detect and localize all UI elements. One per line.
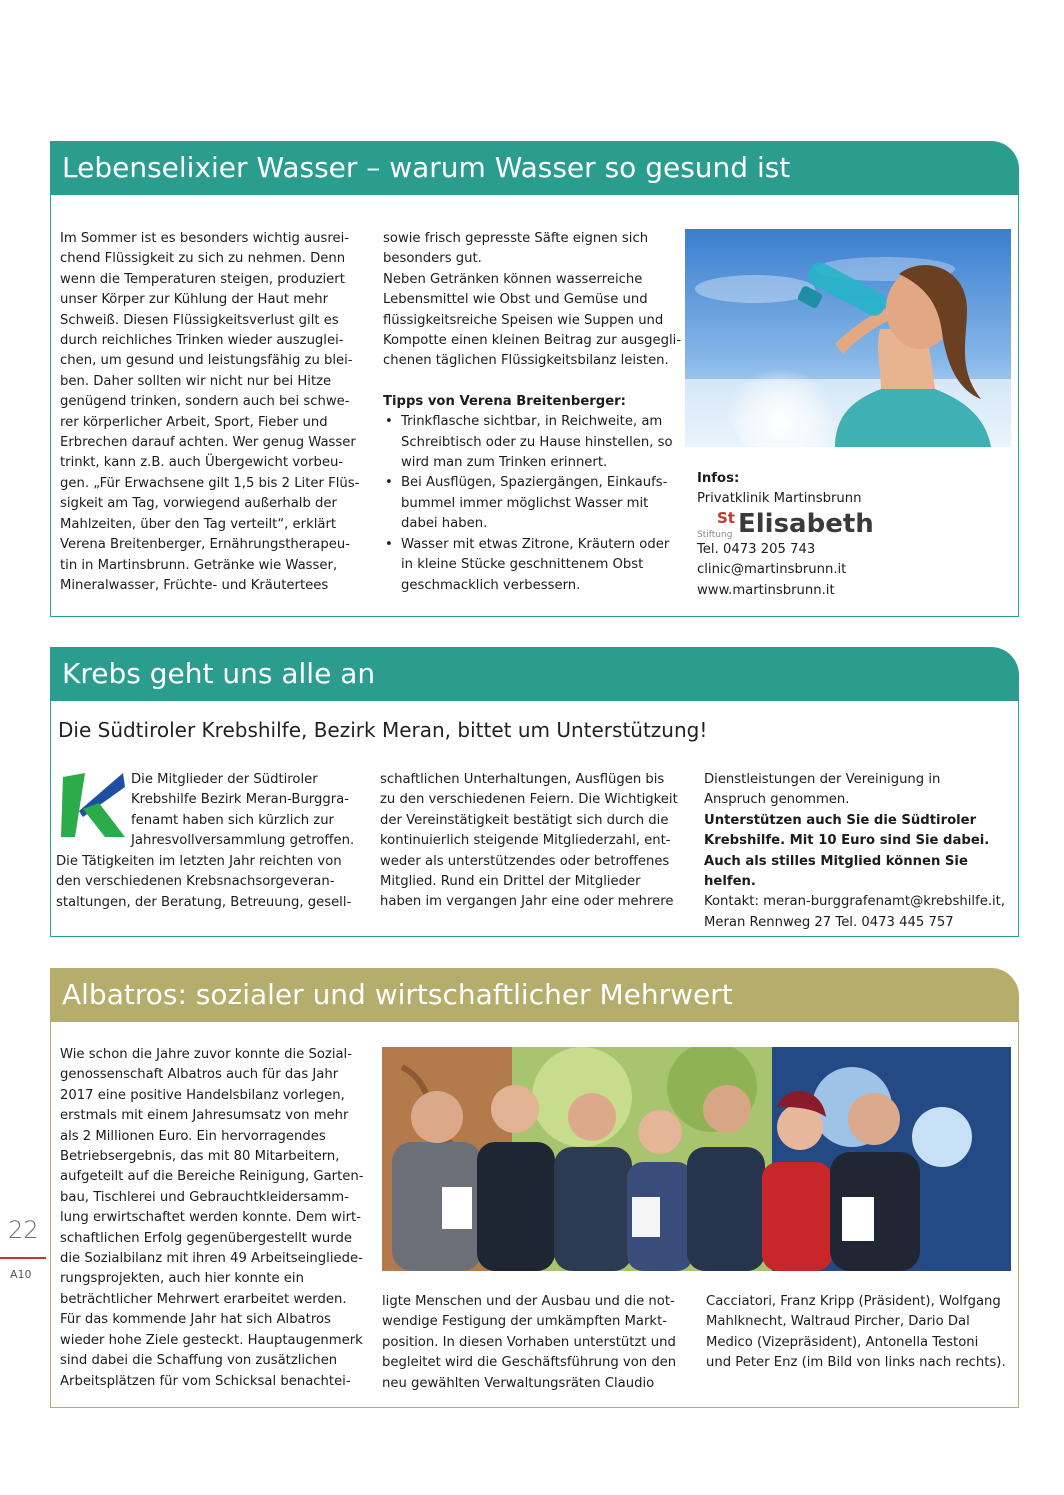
text-line: der Vereinstätigkeit bestätigt sich durch die xyxy=(380,812,669,828)
text-line: trinkt, kann z.B. auch Übergewicht vorbeu- xyxy=(60,455,344,471)
text-line: als 2 Millionen Euro. Ein hervorragendes xyxy=(60,1128,326,1144)
text-line: in kleine Stücke geschnittenem Obst xyxy=(401,557,644,573)
text-line: genossenschaft Albatros auch für das Jahr xyxy=(60,1067,339,1083)
clinic-email[interactable]: clinic@martinsbrunn.it xyxy=(697,562,847,578)
text-line: Krebshilfe. Mit 10 Euro sind Sie dabei. xyxy=(704,833,990,849)
text-line: den verschiedenen Krebsnachsorgeveran- xyxy=(56,874,335,890)
text-line: Schreibtisch oder zu Hause hinstellen, so xyxy=(401,434,673,450)
text-line: dabei haben. xyxy=(401,516,488,532)
text-line: besonders gut. xyxy=(383,251,482,267)
text-line: Mitglied. Rund ein Drittel der Mitglieder xyxy=(380,874,641,890)
text-line: wenn die Temperaturen steigen, produziert xyxy=(60,271,345,287)
text-line: haben im vergangen Jahr eine oder mehrere xyxy=(380,894,674,910)
text-line: und Peter Enz (im Bild von links nach rechts). xyxy=(706,1355,1006,1371)
text-line: tin in Martinsbrunn. Getränke wie Wasser, xyxy=(60,557,338,573)
text-line: Mahlzeiten, über den Tag verteilt“, erklärt xyxy=(60,516,337,532)
text-line: zu den verschiedenen Feiern. Die Wichtigkeit xyxy=(380,792,678,808)
text-line: chen, um gesund und leistungsfähig zu blei- xyxy=(60,353,353,369)
text-line: unser Körper zur Kühlung der Haut mehr xyxy=(60,292,328,308)
article1-col2-text xyxy=(383,229,683,372)
tip-item xyxy=(383,473,683,534)
text-line: begleitet wird die Geschäftsführung von den xyxy=(382,1355,677,1371)
article3-col2 xyxy=(382,1292,692,1394)
clinic-name: Privatklinik Martinsbrunn xyxy=(697,491,862,507)
text-line: Cacciatori, Franz Kripp (Präsident), Wolfgang xyxy=(706,1294,1001,1309)
text-line: ligte Menschen und der Ausbau und die not- xyxy=(382,1294,675,1309)
text-line: Medico (Vizepräsident), Antonella Testoni xyxy=(706,1334,979,1350)
text-line: • Bei Ausflügen, Spaziergängen, Einkaufs- xyxy=(401,475,668,491)
text-line: rungsprojekten, auch hier konnte ein xyxy=(60,1271,304,1287)
text-line: Mahlknecht, Waltraud Pircher, Dario Dal xyxy=(706,1314,970,1330)
text-line: Arbeitsplätzen für vom Schicksal benachtei- xyxy=(60,1373,351,1389)
text-line: Krebshilfe Bezirk Meran-Burggra- xyxy=(131,792,350,808)
page-code: A10 xyxy=(10,1268,32,1281)
photo-woman-drinking-water xyxy=(685,229,1011,447)
text-line: Auch als stilles Mitglied können Sie helfen. xyxy=(704,853,968,890)
article2-subtitle: Die Südtiroler Krebshilfe, Bezirk Meran, bittet um Unterstützung! xyxy=(58,718,708,742)
clinic-phone: Tel. 0473 205 743 xyxy=(697,541,816,557)
infos-block xyxy=(697,469,1007,601)
text-line: neu gewählten Verwaltungsräten Claudio xyxy=(382,1375,655,1391)
text-line: wird man zum Trinken erinnert. xyxy=(401,455,608,471)
tip-item xyxy=(383,412,683,473)
text-line: Unterstützen auch Sie die Südtiroler xyxy=(704,812,977,828)
text-line: Verena Breitenberger, Ernährungstherapeu- xyxy=(60,537,350,553)
page-number-rule xyxy=(0,1257,46,1259)
text-line: chenen täglichen Flüssigkeitsbilanz leisten. xyxy=(383,353,669,369)
photo-group-svg xyxy=(382,1047,1011,1271)
text-line: flüssigkeitsreiche Speisen wie Suppen und xyxy=(383,312,664,328)
text-line: wieder hohe Ziele gesteckt. Hauptaugenmerk xyxy=(60,1332,363,1348)
text-line: Die Tätigkeiten im letzten Jahr reichten von xyxy=(56,854,342,869)
text-line: Für das kommende Jahr hat sich Albatros xyxy=(60,1312,331,1328)
text-line: durch reichliches Trinken wieder auszuglei- xyxy=(60,333,344,349)
text-line: Dienstleistungen der Vereinigung in xyxy=(704,772,941,787)
text-line: Die Mitglieder der Südtiroler xyxy=(131,772,318,787)
article3-col3 xyxy=(706,1292,1016,1374)
text-line: weder als unterstützendes oder betroffenes xyxy=(380,853,670,869)
text-line: geschmacklich verbessern. xyxy=(401,577,581,593)
stiftung-logo xyxy=(697,510,1007,540)
article2-contact xyxy=(704,892,1019,933)
text-line: position. In diesen Vorhaben unterstützt und xyxy=(382,1334,676,1350)
text-line: sind dabei die Schaffung von zusätzlichen xyxy=(60,1353,338,1369)
clinic-website[interactable]: www.martinsbrunn.it xyxy=(697,582,835,598)
logo-elisabeth-text: Elisabeth xyxy=(738,508,874,539)
text-line: sigkeit am Tag, vorwiegend außerhalb der xyxy=(60,496,337,512)
article2-col1-indent xyxy=(131,770,361,852)
tips-heading: Tipps von Verena Breitenberger: xyxy=(383,393,626,409)
article1-col1 xyxy=(60,229,360,596)
text-line: lung erwirtschaftet werden konnte. Dem wirt- xyxy=(60,1210,361,1226)
logo-stiftung-text: Stiftung xyxy=(697,529,733,540)
text-line: Kontakt: meran-burggrafenamt@krebshilfe.it, xyxy=(704,894,1006,910)
text-line: Schweiß. Diesen Flüssigkeitsverlust gilt es xyxy=(60,312,339,328)
article2-title-band xyxy=(50,647,1019,701)
photo-drinking-svg xyxy=(685,229,1011,447)
text-line: rer körperlicher Arbeit, Sport, Fieber und xyxy=(60,414,328,430)
article2-col1-rest xyxy=(56,852,361,913)
text-line: Im Sommer ist es besonders wichtig ausrei- xyxy=(60,231,350,246)
text-line: • Wasser mit etwas Zitrone, Kräutern oder xyxy=(401,536,670,552)
text-line: Erbrechen darauf achten. Wer genug Wasser xyxy=(60,435,356,451)
text-line: Lebensmittel wie Obst und Gemüse und xyxy=(383,292,648,308)
text-line: fenamt haben sich kürzlich zur xyxy=(131,812,334,828)
text-line: wendige Festigung der umkämpften Markt- xyxy=(382,1314,667,1330)
text-line: Mineralwasser, Früchte- und Kräutertees xyxy=(60,577,329,593)
article1-col2 xyxy=(383,229,683,596)
article2-col3-plain xyxy=(704,770,1019,811)
text-line: Meran Rennweg 27 Tel. 0473 445 757 xyxy=(704,914,954,930)
krebshilfe-logo-svg xyxy=(61,773,125,837)
article3-title: Albatros: sozialer und wirtschaftlicher Mehrwert xyxy=(62,978,733,1011)
article2-call-to-action xyxy=(704,811,1019,893)
text-line: • Trinkflasche sichtbar, in Reichweite, am xyxy=(401,414,663,430)
text-line: sowie frisch gepresste Säfte eignen sich xyxy=(383,231,649,246)
text-line: Jahresvollversammlung getroffen. xyxy=(131,833,355,849)
text-line: beträchtlicher Mehrwert erarbeitet werden. xyxy=(60,1291,347,1307)
article1-title-band xyxy=(50,141,1019,195)
text-line: Neben Getränken können wasserreiche xyxy=(383,271,643,287)
article1-title: Lebenselixier Wasser – warum Wasser so gesund ist xyxy=(62,151,791,184)
text-line: kontinuierlich steigende Mitgliederzahl, ent- xyxy=(380,833,671,849)
tips-list xyxy=(383,412,683,596)
article2-col3 xyxy=(704,770,1019,933)
page-number: 22 xyxy=(8,1216,39,1244)
text-line: genügend trinken, sondern auch bei schwe- xyxy=(60,394,350,410)
text-line: gen. „Für Erwachsene gilt 1,5 bis 2 Liter Flüs- xyxy=(60,475,360,491)
text-line: Anspruch genommen. xyxy=(704,792,850,808)
article3-col1 xyxy=(60,1045,365,1392)
tip-item xyxy=(383,535,683,596)
text-line: bau, Tischlerei und Gebrauchtkleidersamm- xyxy=(60,1189,349,1205)
krebshilfe-logo xyxy=(61,773,125,837)
article3-title-band xyxy=(50,968,1019,1022)
text-line: Wie schon die Jahre zuvor konnte die Sozial- xyxy=(60,1047,352,1062)
text-line: bummel immer möglichst Wasser mit xyxy=(401,495,649,511)
text-line: 2017 eine positive Handelsbilanz vorlegen, xyxy=(60,1087,345,1103)
article2-col2 xyxy=(380,770,690,913)
infos-label: Infos: xyxy=(697,471,740,486)
text-line: ben. Daher sollten wir nicht nur bei Hitze xyxy=(60,373,332,389)
text-line: Betriebsergebnis, das mit 80 Mitarbeitern, xyxy=(60,1149,340,1165)
text-line: staltungen, der Beratung, Betreuung, gesell- xyxy=(56,894,352,910)
article2-title: Krebs geht uns alle an xyxy=(62,657,376,690)
text-line: aufgeteilt auf die Bereiche Reinigung, Garten- xyxy=(60,1169,364,1185)
text-line: Kompotte einen kleinen Beitrag zur ausgegli- xyxy=(383,333,682,349)
photo-albatros-board xyxy=(382,1047,1011,1271)
text-line: die Sozialbilanz mit ihren 49 Arbeitseingliede- xyxy=(60,1251,363,1267)
logo-st-text: St xyxy=(717,508,735,527)
text-line: schaftlichen Unterhaltungen, Ausflügen bis xyxy=(380,772,665,787)
text-line: schaftlichen Erfolg gegenübergestellt wurde xyxy=(60,1230,352,1246)
text-line: erstmals mit einem Jahresumsatz von mehr xyxy=(60,1108,349,1124)
text-line: chend Flüssigkeit zu sich zu nehmen. Denn xyxy=(60,251,346,267)
